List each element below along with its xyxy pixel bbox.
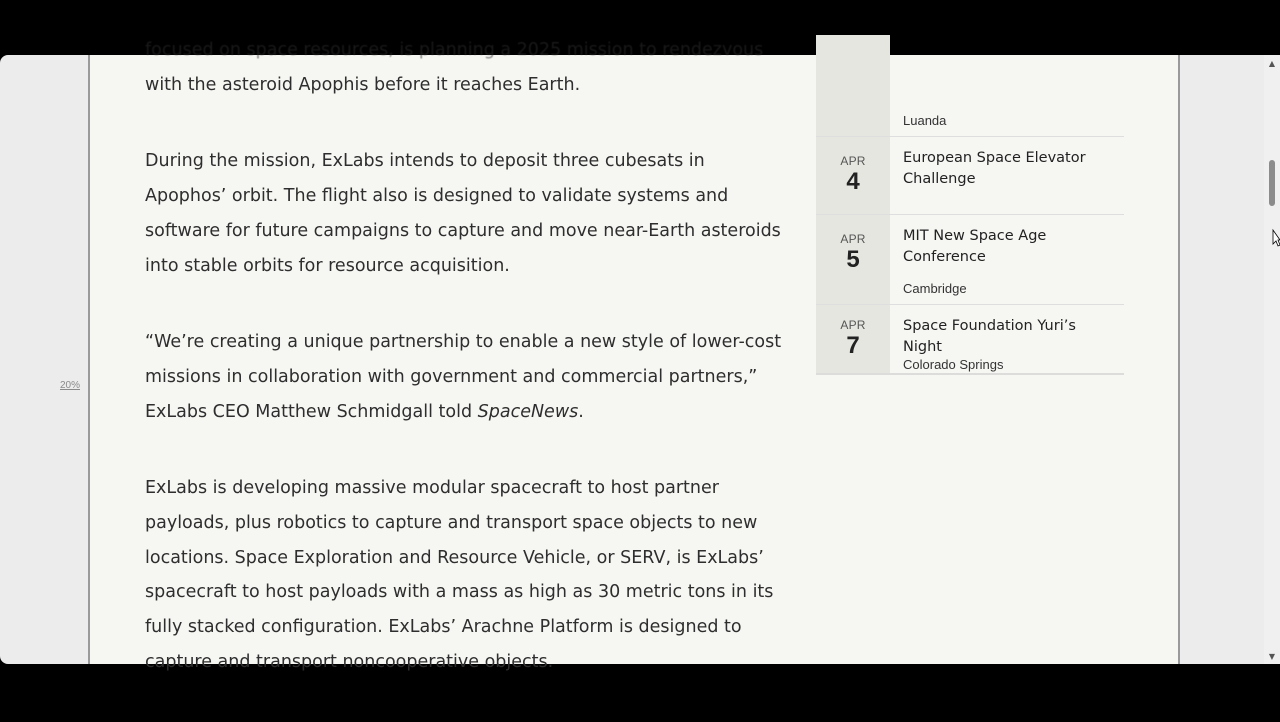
article-paragraph [145,33,785,102]
event-title[interactable]: MIT New Space Age Conference [903,228,1047,265]
publication-name: SpaceNews [477,401,579,422]
event-item[interactable] [816,215,1124,305]
event-title[interactable]: European Space Elevator Challenge [903,150,1086,187]
article-page [88,40,1180,672]
event-location: Luanda [903,113,947,128]
vertical-scrollbar[interactable] [1264,55,1280,664]
event-item[interactable] [816,305,1124,373]
event-item[interactable] [816,35,1124,137]
event-location: Cambridge [903,281,967,296]
article-paragraph-quote [145,325,785,429]
browser-viewport [0,40,1280,672]
arrow-down-icon[interactable]: ▼ [1268,652,1276,661]
event-info [890,305,1124,373]
event-title[interactable]: Space Foundation Yuri’s Night [903,318,1076,355]
mouse-cursor-icon [1273,230,1280,248]
reading-progress-label[interactable]: 20% [60,380,81,391]
event-date [816,215,890,304]
event-day: 4 [846,168,860,195]
article-paragraph: ExLabs is developing massive modular spacecraft to host partner payloads, plus robotics to capture and transport space objects to new locations. Space Exploration and Resource Vehicle, or SERV, is ExLabs’ spacecraft to host payloads with a mass as high as 30 metric tons in its fully stacked configuration. ExLabs’ Arachne Platform is designed to capture and transport noncooperative objects. [145,478,774,672]
scrollbar-thumb[interactable] [1269,160,1275,206]
event-info [890,215,1124,304]
event-day: 7 [846,332,860,359]
event-month: APR [840,318,866,332]
event-date [816,35,890,136]
arrow-up-icon[interactable]: ▲ [1268,59,1276,68]
event-day: 5 [846,246,860,273]
event-date [816,305,890,373]
event-info [890,35,1124,136]
event-month: APR [840,154,866,168]
event-date [816,137,890,214]
article-line: with the asteroid Apophis before it reaches Earth. [145,74,581,95]
article-body [145,33,785,722]
article-paragraph: During the mission, ExLabs intends to deposit three cubesats in Apophos’ orbit. The flight also is designed to validate systems and software for future campaigns to capture and move near-Earth asteroids into stable orbits for resource acquisition. [145,151,781,276]
event-location: Colorado Springs [903,357,1004,372]
event-info [890,137,1124,214]
event-month: APR [840,232,866,246]
events-sidebar [816,35,1124,375]
quote-end: . [578,401,584,422]
article-cut-line: focused on space resources, is planning a 2025 mission to rendezvous [145,40,764,60]
event-item[interactable] [816,137,1124,215]
quote-text: “We’re creating a unique partnership to enable a new style of lower-cost missions in collaboration with government and commercial partners,” ExLabs CEO Matthew Schmidgall told [145,332,782,422]
